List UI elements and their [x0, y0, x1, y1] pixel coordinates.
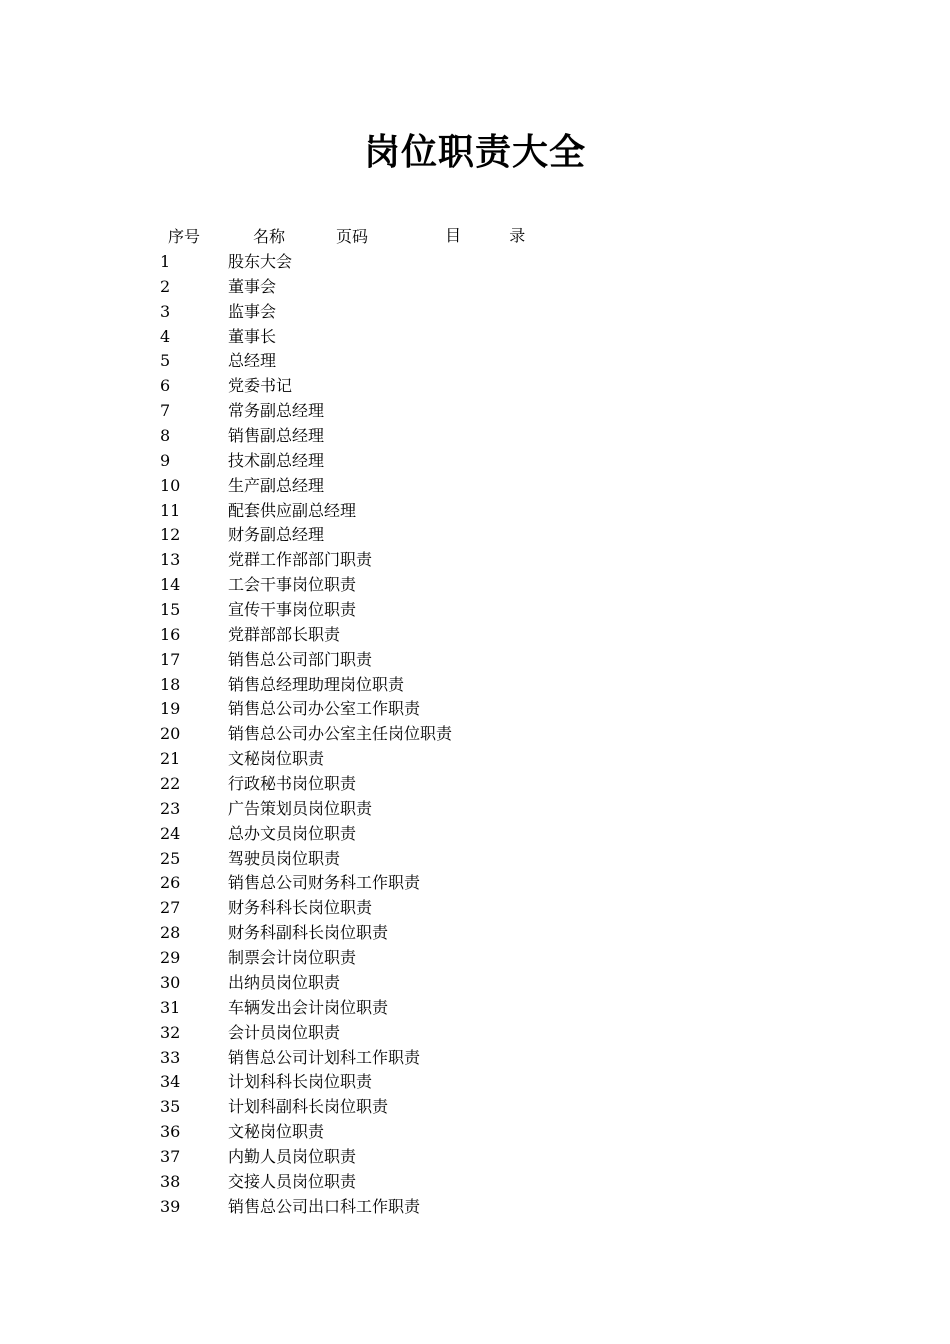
toc-entry-name: 总经理	[228, 351, 277, 371]
toc-entry-name: 计划科副科长岗位职责	[228, 1097, 389, 1117]
toc-entry	[160, 971, 660, 996]
toc-entry-number: 39	[160, 1196, 181, 1216]
toc-entry-number: 1	[160, 252, 171, 271]
toc-entry-number: 14	[160, 575, 181, 595]
toc-list	[160, 250, 660, 1220]
toc-entry-number: 32	[160, 1022, 181, 1042]
toc-entry-number: 33	[160, 1047, 181, 1067]
toc-entry-number: 8	[160, 426, 171, 446]
toc-entry-number: 37	[160, 1146, 181, 1166]
toc-heading	[435, 200, 525, 248]
toc-entry-name: 常务副总经理	[228, 401, 325, 421]
toc-entry-number: 17	[160, 649, 181, 669]
toc-entry-number: 29	[160, 948, 181, 968]
toc-entry-name: 文秘岗位职责	[228, 749, 325, 769]
toc-entry	[160, 523, 660, 548]
toc-entry-name: 技术副总经理	[228, 450, 325, 470]
toc-entry-name: 销售副总经理	[228, 426, 325, 446]
column-header-page: 页码	[336, 227, 369, 246]
toc-entry	[160, 573, 660, 598]
toc-entry-name: 计划科科长岗位职责	[228, 1072, 373, 1092]
toc-entry	[160, 896, 660, 921]
toc-entry-name: 董事会	[228, 276, 277, 296]
toc-entry	[160, 722, 660, 747]
toc-entry-number: 5	[160, 351, 171, 371]
toc-entry-name: 文秘岗位职责	[228, 1122, 325, 1142]
toc-heading-left: 目	[445, 226, 462, 245]
document-title: 岗位职责大全	[363, 131, 586, 173]
toc-entry	[160, 300, 660, 325]
toc-entry-name: 出纳员岗位职责	[228, 972, 341, 992]
toc-entry-name: 销售总公司出口科工作职责	[228, 1196, 421, 1216]
toc-entry	[160, 1120, 660, 1145]
toc-entry-name: 交接人员岗位职责	[228, 1171, 357, 1191]
toc-entry-number: 13	[160, 550, 181, 570]
toc-entry-number: 2	[160, 276, 171, 296]
toc-entry-name: 广告策划员岗位职责	[228, 798, 373, 818]
toc-entry	[160, 623, 660, 648]
toc-entry-name: 股东大会	[228, 252, 293, 271]
toc-entry	[160, 474, 660, 499]
toc-entry-number: 30	[160, 972, 181, 992]
toc-entry	[160, 673, 660, 698]
toc-entry	[160, 1145, 660, 1170]
column-header-number: 序号	[168, 227, 201, 246]
toc-entry	[160, 1070, 660, 1095]
toc-entry-number: 16	[160, 624, 181, 644]
toc-entry	[160, 921, 660, 946]
toc-entry-name: 宣传干事岗位职责	[228, 600, 357, 620]
toc-entry	[160, 374, 660, 399]
toc-entry-name: 财务科科长岗位职责	[228, 898, 373, 918]
toc-entry	[160, 250, 660, 275]
toc-entry	[160, 946, 660, 971]
toc-heading-right: 录	[509, 226, 526, 245]
toc-entry-number: 28	[160, 923, 181, 943]
toc-entry-number: 6	[160, 376, 171, 396]
toc-entry-number: 31	[160, 997, 181, 1017]
toc-entry-number: 24	[160, 823, 181, 843]
toc-entry-name: 生产副总经理	[228, 475, 325, 495]
toc-entry-name: 监事会	[228, 301, 277, 321]
toc-entry-number: 10	[160, 475, 181, 495]
toc-entry-name: 制票会计岗位职责	[228, 948, 357, 968]
toc-entry	[160, 548, 660, 573]
toc-entry-name: 销售总公司财务科工作职责	[228, 873, 421, 893]
toc-entry	[160, 871, 660, 896]
toc-entry-name: 销售总经理助理岗位职责	[228, 674, 405, 694]
toc-entry	[160, 822, 660, 847]
toc-entry-name: 驾驶员岗位职责	[228, 848, 341, 868]
toc-entry-name: 销售总公司计划科工作职责	[228, 1047, 421, 1067]
toc-entry-name: 党委书记	[228, 376, 293, 396]
toc-entry-number: 15	[160, 600, 181, 620]
toc-entry	[160, 449, 660, 474]
toc-entry-number: 23	[160, 798, 181, 818]
toc-entry-name: 内勤人员岗位职责	[228, 1146, 357, 1166]
toc-entry	[160, 648, 660, 673]
toc-entry	[160, 1046, 660, 1071]
toc-entry	[160, 424, 660, 449]
toc-entry	[160, 847, 660, 872]
toc-entry-name: 配套供应副总经理	[228, 500, 357, 520]
toc-entry	[160, 499, 660, 524]
toc-entry-name: 车辆发出会计岗位职责	[228, 997, 389, 1017]
column-header-name: 名称	[253, 227, 286, 246]
toc-entry-number: 22	[160, 774, 181, 794]
toc-entry-number: 25	[160, 848, 181, 868]
toc-entry	[160, 275, 660, 300]
toc-entry	[160, 1170, 660, 1195]
toc-entry	[160, 772, 660, 797]
toc-entry-number: 38	[160, 1171, 181, 1191]
toc-entry-name: 行政秘书岗位职责	[228, 774, 357, 794]
toc-entry-number: 3	[160, 301, 171, 321]
toc-entry	[160, 325, 660, 350]
toc-entry-number: 27	[160, 898, 181, 918]
toc-entry-name: 会计员岗位职责	[228, 1022, 341, 1042]
toc-entry	[160, 598, 660, 623]
toc-entry-number: 12	[160, 525, 181, 545]
toc-entry-number: 11	[160, 500, 181, 520]
toc-entry-name: 财务副总经理	[228, 525, 325, 545]
toc-entry-number: 7	[160, 401, 171, 421]
toc-entry-name: 销售总公司办公室工作职责	[228, 699, 421, 719]
toc-entry-number: 20	[160, 724, 181, 744]
toc-entry	[160, 747, 660, 772]
toc-entry-name: 销售总公司办公室主任岗位职责	[228, 724, 453, 744]
toc-entry-name: 党群工作部部门职责	[228, 550, 373, 570]
toc-entry-name: 董事长	[228, 326, 277, 346]
toc-entry-number: 9	[160, 450, 171, 470]
toc-entry	[160, 399, 660, 424]
toc-entry	[160, 697, 660, 722]
toc-entry-number: 19	[160, 699, 181, 719]
toc-entry-number: 21	[160, 749, 181, 769]
toc-entry-number: 36	[160, 1122, 181, 1142]
toc-entry	[160, 1095, 660, 1120]
toc-entry-name: 财务科副科长岗位职责	[228, 923, 389, 943]
toc-entry-name: 工会干事岗位职责	[228, 575, 357, 595]
toc-entry-number: 18	[160, 674, 181, 694]
toc-entry-number: 4	[160, 326, 171, 346]
toc-entry-number: 26	[160, 873, 181, 893]
toc-entry-number: 34	[160, 1072, 181, 1092]
toc-entry-name: 党群部部长职责	[228, 624, 341, 644]
toc-entry	[160, 1195, 660, 1220]
toc-entry	[160, 797, 660, 822]
toc-entry	[160, 1021, 660, 1046]
toc-entry-name: 总办文员岗位职责	[228, 823, 357, 843]
toc-entry-name: 销售总公司部门职责	[228, 649, 373, 669]
toc-entry	[160, 996, 660, 1021]
toc-entry-number: 35	[160, 1097, 181, 1117]
toc-entry	[160, 349, 660, 374]
